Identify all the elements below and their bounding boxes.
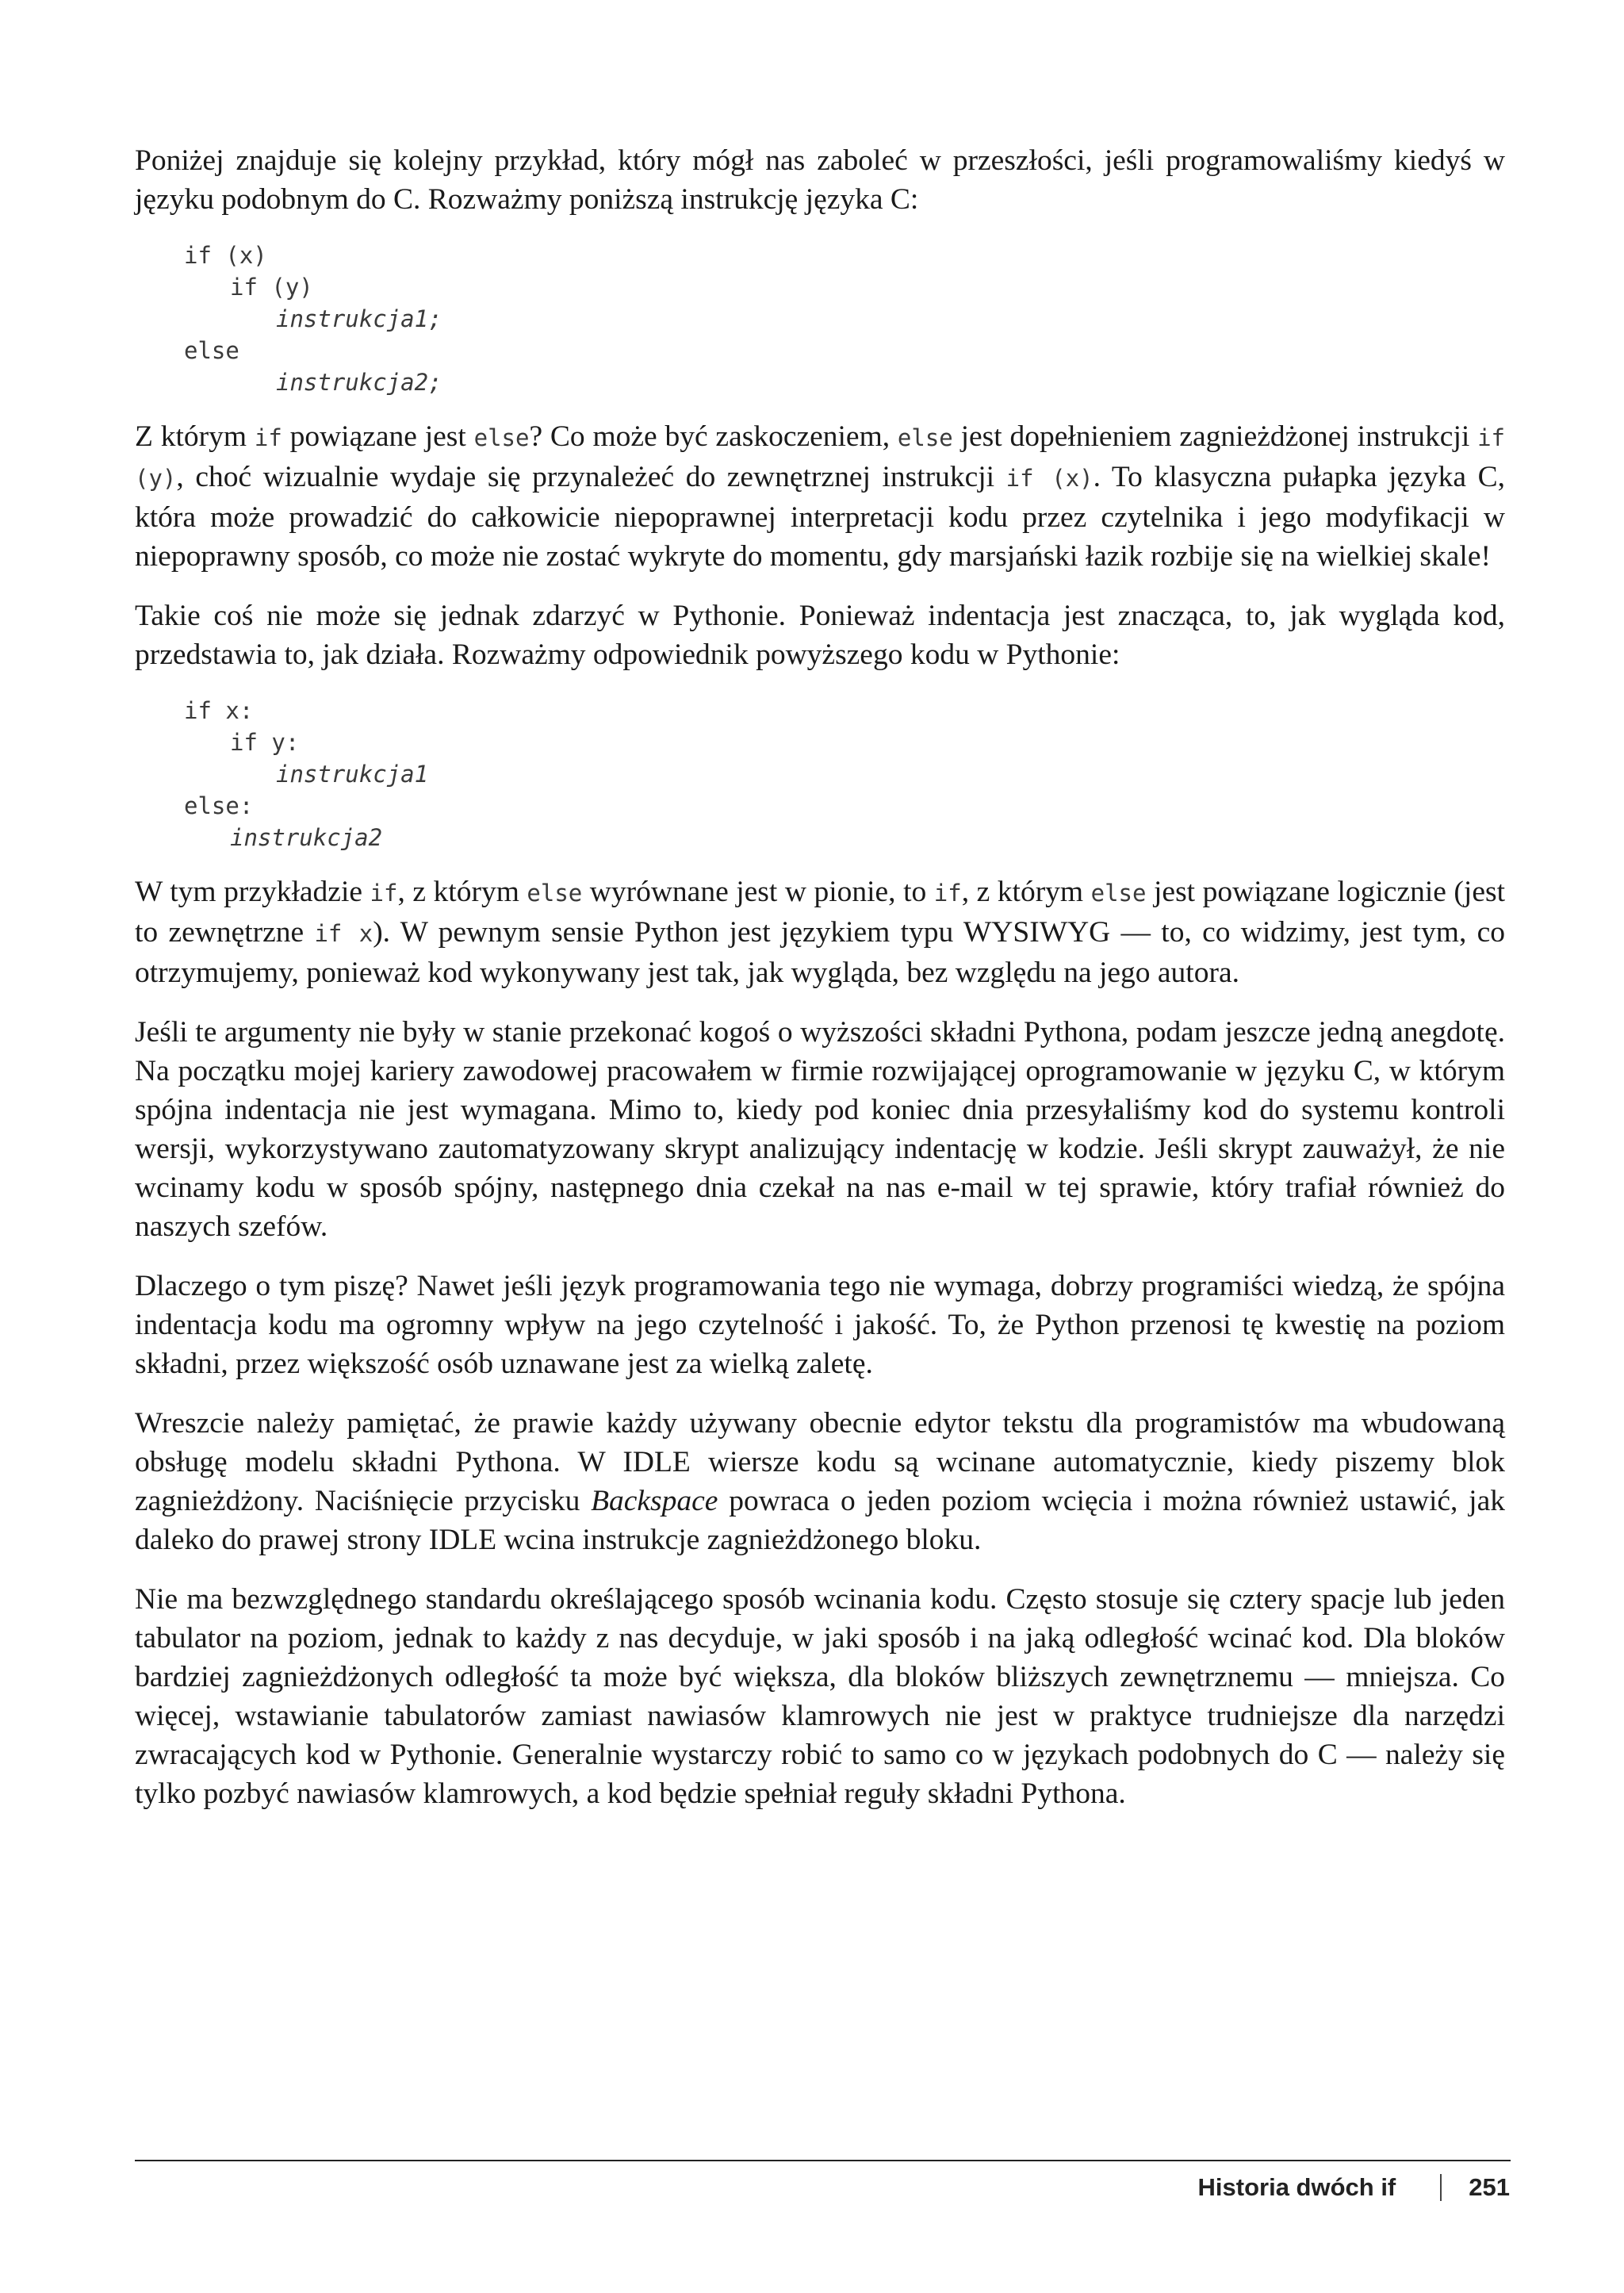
code-line: instrukcja1; xyxy=(276,305,442,332)
code-line: if x: xyxy=(184,697,254,724)
paragraph-dangling-else xyxy=(135,417,1505,576)
running-title: Historia dwóch if xyxy=(1197,2173,1396,2201)
text-run: wyrównane jest w pionie, to xyxy=(582,876,934,908)
code-line: else xyxy=(184,337,239,364)
inline-code: if x xyxy=(314,920,373,947)
code-line: instrukcja1 xyxy=(276,761,429,788)
text-run: ). W pewnym sensie Python jest językiem typu WYSIWYG — to, co widzimy, jest tym, co otrzymujemy, ponieważ kod wykonywany jest tak, jak wygląda, bez względu na jego autora. xyxy=(135,916,1505,989)
page-footer xyxy=(1198,2173,1510,2202)
code-line: instrukcja2 xyxy=(230,824,383,851)
code-line: else: xyxy=(184,792,254,819)
inline-code: else xyxy=(473,424,530,451)
inline-code: if xyxy=(254,424,282,451)
code-line: if (y) xyxy=(230,274,313,301)
paragraph-standard: Nie ma bezwzględnego standardu określającego sposób wcinania kodu. Często stosuje się cztery spacje lub jeden tabulator na poziom, jednak to każdy z nas decyduje, w jaki sposób i na jaką odległość wcinać kod. Dla bloków bardziej zagnieżdżonych odległość ta może być większa, dla bloków bliższych zewnętrznemu — mniejsza. Co więcej, wstawianie tabulatorów zamiast nawiasów klamrowych nie jest w praktyce trudniejsze dla narzędzi zwracających kod w Pythonie. Generalnie wystarczy robić to samo co w językach podobnych do C — należy się tylko pozbyć nawiasów klamrowych, a kod będzie spełniał reguły składni Pythona. xyxy=(135,1583,1505,1810)
inline-code: if xyxy=(370,880,398,907)
page-number: 251 xyxy=(1469,2173,1510,2201)
text-run: . To klasyczna pułapka języka C, która może prowadzić do całkowicie niepoprawnej interpretacji kodu przez czytelnika i jego modyfikacji w niepoprawny sposób, co może nie zostać wykryte do momentu, gdy marsjański łazik rozbije się na wielkiej skale! xyxy=(135,461,1505,573)
inline-code: if xyxy=(933,880,962,907)
text-run: , choć wizualnie wydaje się przynależeć do zewnętrznej instrukcji xyxy=(176,461,1006,493)
text-run: Z którym xyxy=(135,420,255,453)
text-run: powiązane jest xyxy=(282,420,474,453)
text-run: jest powiązane logicznie (jest to zewnętrzne xyxy=(135,876,1505,949)
text-run: W tym przykładzie xyxy=(135,876,370,908)
code-block-c xyxy=(184,240,1505,398)
paragraph-wysiwyg xyxy=(135,872,1505,992)
page-content xyxy=(135,141,1505,1834)
code-line: if (x) xyxy=(184,242,267,269)
inline-code: else xyxy=(1090,880,1147,907)
footer-rule xyxy=(135,2160,1511,2161)
code-block-python xyxy=(184,695,1505,853)
inline-code: if (x) xyxy=(1005,465,1094,492)
text-run: ? Co może być zaskoczeniem, xyxy=(529,420,898,453)
code-line: if y: xyxy=(230,729,300,756)
text-run: jest dopełnieniem zagnieżdżonej instrukcji xyxy=(952,420,1478,453)
footer-separator xyxy=(1440,2174,1442,2201)
text-run: , z którym xyxy=(961,876,1091,908)
inline-code: else xyxy=(897,424,953,451)
code-line: instrukcja2; xyxy=(276,369,442,396)
paragraph-editors xyxy=(135,1404,1505,1559)
paragraph-intro: Poniżej znajduje się kolejny przykład, który mógł nas zaboleć w przeszłości, jeśli programowaliśmy kiedyś w języku podobnym do C. Rozważmy poniższą instrukcję języka C: xyxy=(135,144,1505,216)
key-name: Backspace xyxy=(591,1485,718,1517)
paragraph-why: Dlaczego o tym piszę? Nawet jeśli język programowania tego nie wymaga, dobrzy programiści wiedzą, że spójna indentacja kodu ma ogromny wpływ na jego czytelność i jakość. To, że Python przenosi tę kwestię na poziom składni, przez większość osób uznawane jest za wielką zaletę. xyxy=(135,1270,1505,1380)
text-run: Wreszcie należy pamiętać, że prawie każdy używany obecnie edytor tekstu dla programistów ma wbudowaną obsługę modelu składni Pythona. W IDLE wiersze kodu są wcinane automatycznie, kiedy piszemy blok zagnieżdżony. Naciśnięcie przycisku xyxy=(135,1407,1505,1517)
inline-code: if (y) xyxy=(135,424,1506,492)
inline-code: else xyxy=(527,880,583,907)
text-run: , z którym xyxy=(397,876,527,908)
paragraph-anecdote: Jeśli te argumenty nie były w stanie przekonać kogoś o wyższości składni Pythona, podam jeszcze jedną anegdotę. Na początku mojej kariery zawodowej pracowałem w firmie rozwijającej oprogramowanie w języku C, w którym spójna indentacja nie jest wymagana. Mimo to, kiedy pod koniec dnia przesyłaliśmy kod do systemu kontroli wersji, wykorzystywano zautomatyzowany skrypt analizujący indentację w kodzie. Jeśli skrypt zauważył, że nie wcinamy kodu w sposób spójny, następnego dnia czekał na nas e-mail w tej sprawie, który trafiał również do naszych szefów. xyxy=(135,1016,1505,1243)
text-run: powraca o jeden poziom wcięcia i można również ustawić, jak daleko do prawej strony IDLE wcina instrukcje zagnieżdżonego bloku. xyxy=(135,1485,1505,1556)
paragraph-python-equivalent: Takie coś nie może się jednak zdarzyć w Pythonie. Ponieważ indentacja jest znacząca, to, jak wygląda kod, przedstawia to, jak działa. Rozważmy odpowiednik powyższego kodu w Pythonie: xyxy=(135,600,1505,671)
